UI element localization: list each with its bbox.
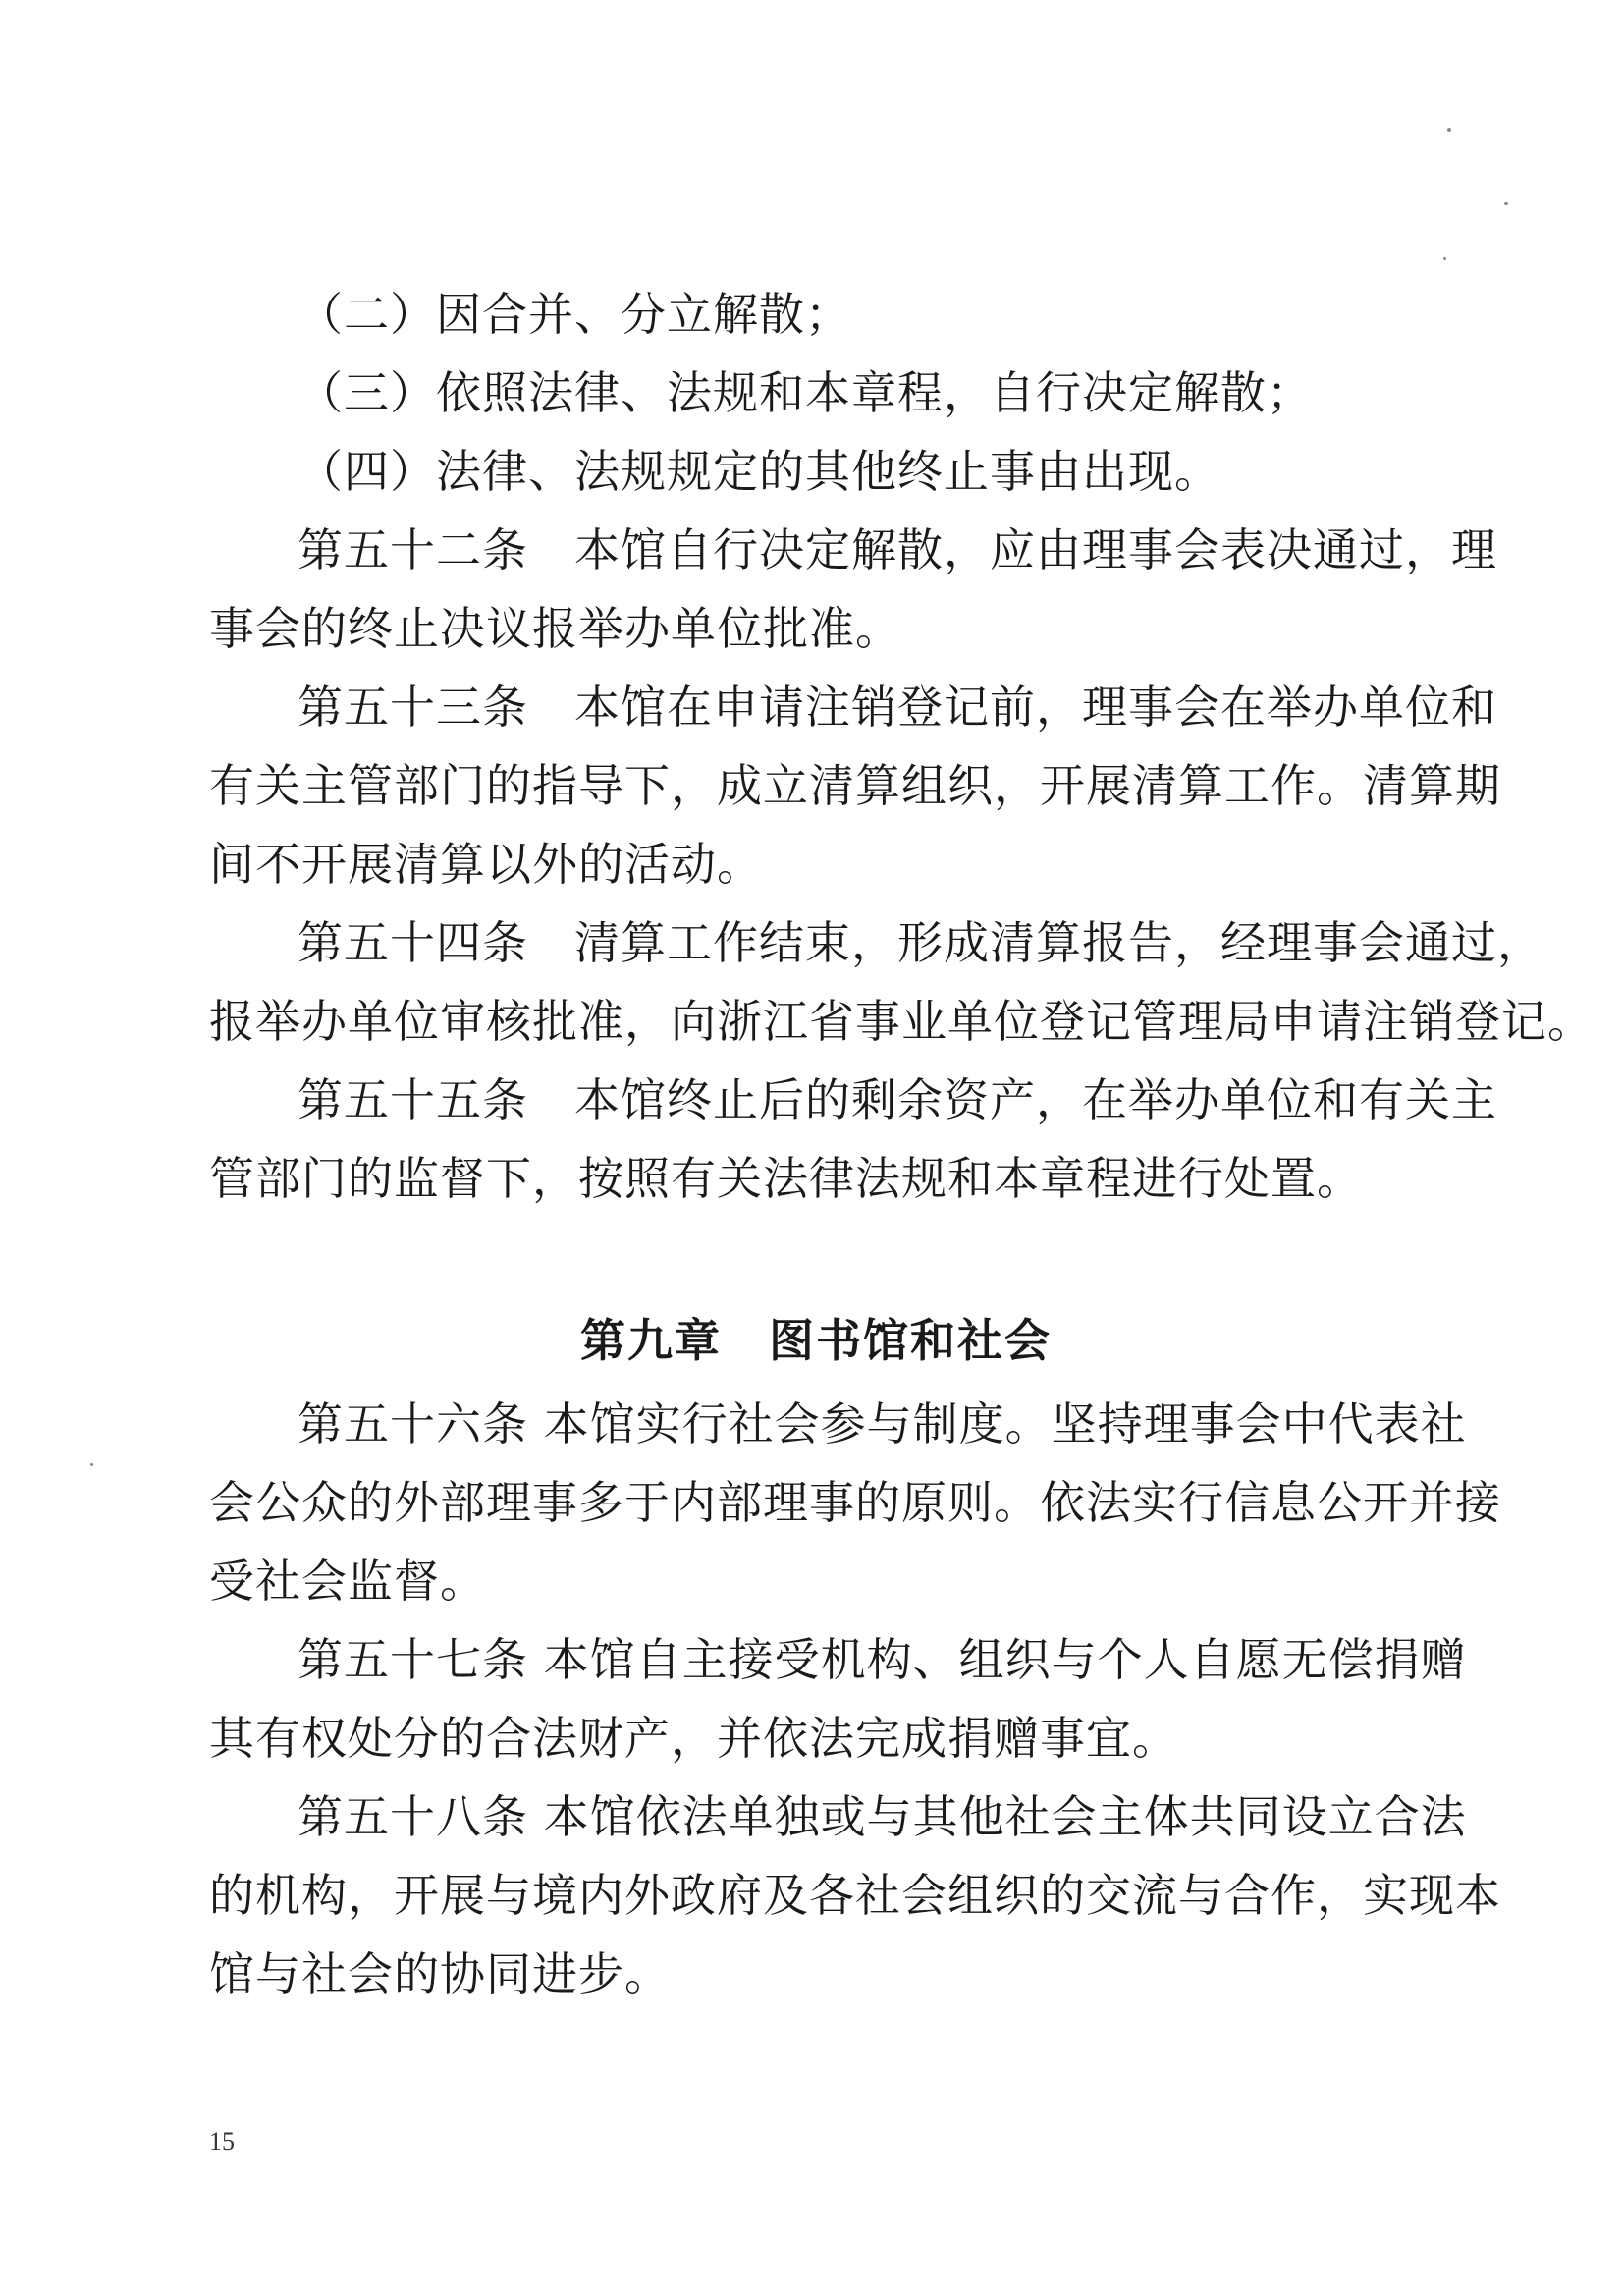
article-line: 间不开展清算以外的活动。 (209, 838, 763, 891)
clause-item-2: （二）因合并、分立解散； (298, 288, 851, 341)
page-number: 15 (209, 2127, 235, 2156)
article-line: 会公众的外部理事多于内部理事的原则。依法实行信息公开并接 (209, 1476, 1501, 1529)
article-58 (209, 1777, 1501, 2013)
section-spacer (209, 1218, 1423, 1296)
article-line: 第五十七条 本馆自主接受机构、组织与个人自愿无偿捐赠 (298, 1633, 1467, 1686)
article-56 (209, 1385, 1501, 1620)
document-body (209, 275, 1594, 2013)
scan-speck (1443, 257, 1446, 260)
article-line: 第五十八条 本馆依法单独或与其他社会主体共同设立合法 (298, 1790, 1467, 1843)
article-55 (209, 1061, 1497, 1218)
article-line: 有关主管部门的指导下，成立清算组织，开展清算工作。清算期 (209, 759, 1501, 812)
article-line: 第五十五条 本馆终止后的剩余资产，在举办单位和有关主 (298, 1073, 1497, 1126)
article-line: 受社会监督。 (209, 1555, 486, 1608)
article-54 (209, 903, 1594, 1061)
article-line: 其有权处分的合法财产，并依法完成捐赠事宜。 (209, 1712, 1178, 1765)
chapter-title: 第九章 图书馆和社会 (580, 1314, 1052, 1367)
clause-list (209, 275, 1423, 511)
article-line: 报举办单位审核批准，向浙江省事业单位登记管理局申请注销登记。 (209, 995, 1594, 1048)
article-line: 的机构，开展与境内外政府及各社会组织的交流与合作，实现本 (209, 1869, 1501, 1922)
article-line: 事会的终止决议报举办单位批准。 (209, 602, 901, 655)
article-52 (209, 511, 1497, 668)
article-53 (209, 668, 1501, 903)
article-line: 第五十二条 本馆自行决定解散，应由理事会表决通过，理 (298, 523, 1497, 576)
article-57 (209, 1620, 1467, 1777)
scan-speck (1447, 128, 1451, 132)
clause-item-4: （四）法律、法规规定的其他终止事由出现。 (298, 445, 1220, 498)
scan-speck (1504, 202, 1508, 205)
clause-item-3: （三）依照法律、法规和本章程，自行决定解散； (298, 366, 1313, 419)
article-line: 第五十六条 本馆实行社会参与制度。坚持理事会中代表社 (298, 1397, 1467, 1450)
article-line: 管部门的监督下，按照有关法律法规和本章程进行处置。 (209, 1152, 1363, 1205)
article-line: 第五十四条 清算工作结束，形成清算报告，经理事会通过， (298, 916, 1543, 969)
article-line: 馆与社会的协同进步。 (209, 1947, 671, 2000)
scan-speck (90, 1463, 93, 1466)
article-line: 第五十三条 本馆在申请注销登记前，理事会在举办单位和 (298, 681, 1497, 734)
